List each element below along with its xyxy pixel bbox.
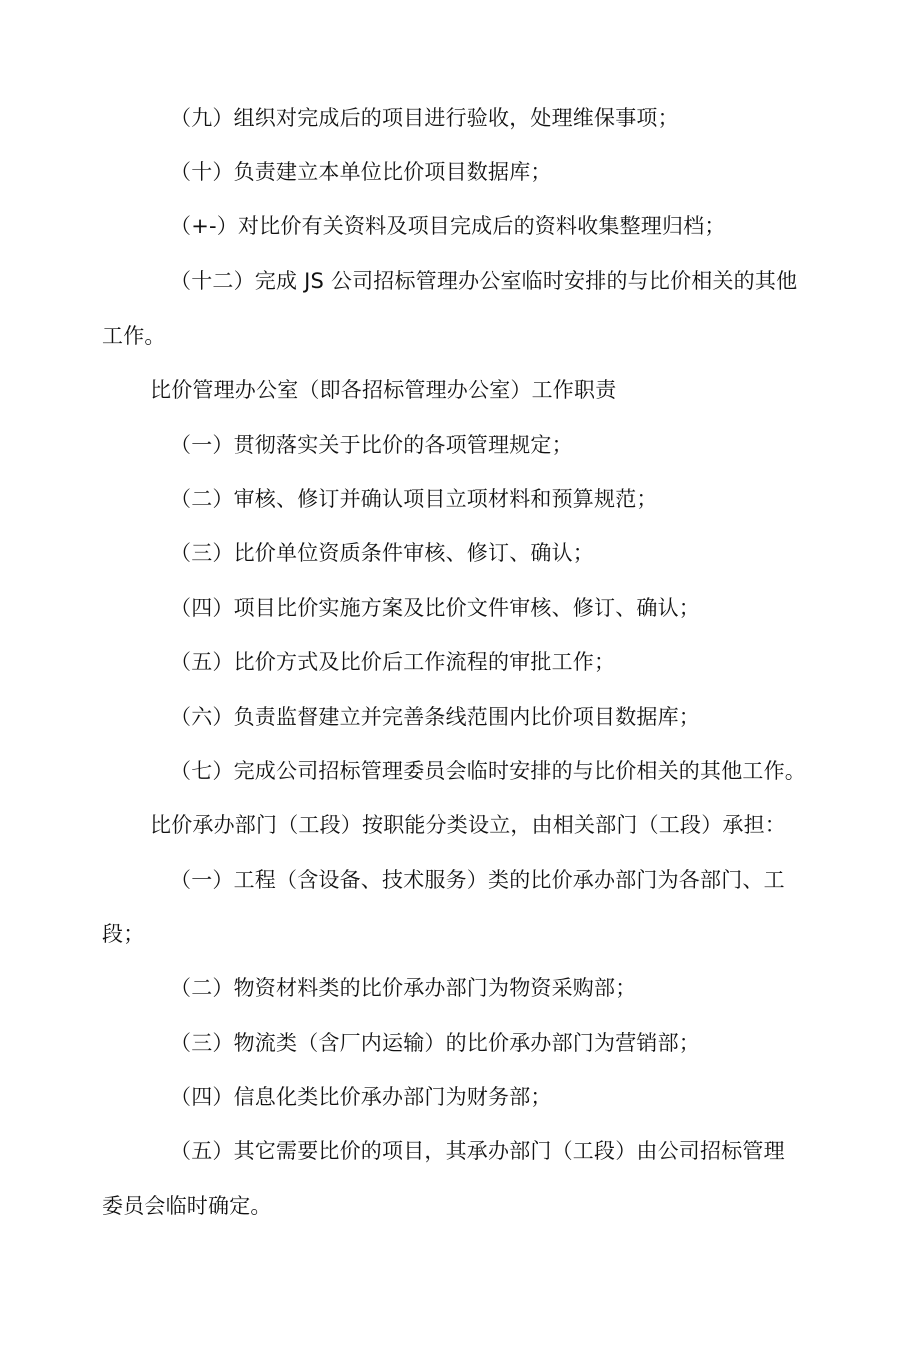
paragraph-line: （+-）对比价有关资料及项目完成后的资料收集整理归档； xyxy=(170,214,726,238)
section-heading: 比价承办部门（工段）按职能分类设立，由相关部门（工段）承担： xyxy=(150,813,786,837)
paragraph-line: （九）组织对完成后的项目进行验收，处理维保事项； xyxy=(170,106,679,130)
paragraph-line: （三）比价单位资质条件审核、修订、确认； xyxy=(170,541,594,565)
paragraph-line: （二）审核、修订并确认项目立项材料和预算规范； xyxy=(170,487,658,511)
paragraph-line: （六）负责监督建立并完善条线范围内比价项目数据库； xyxy=(170,705,700,729)
paragraph-line: （五）比价方式及比价后工作流程的审批工作； xyxy=(170,650,616,674)
paragraph-line: 委员会临时确定。 xyxy=(102,1194,272,1218)
paragraph-line: （七）完成公司招标管理委员会临时安排的与比价相关的其他工作。 xyxy=(170,759,806,783)
paragraph-line: 工作。 xyxy=(102,324,166,348)
section-heading: 比价管理办公室（即各招标管理办公室）工作职责 xyxy=(150,378,617,402)
paragraph-line: （一）工程（含设备、技术服务）类的比价承办部门为各部门、工 xyxy=(170,868,785,892)
paragraph-line: （一）贯彻落实关于比价的各项管理规定； xyxy=(170,433,573,457)
paragraph-line: （十二）完成 JS 公司招标管理办公室临时安排的与比价相关的其他 xyxy=(170,269,798,293)
paragraph-line: （十）负责建立本单位比价项目数据库； xyxy=(170,160,552,184)
paragraph-line: （四）项目比价实施方案及比价文件审核、修订、确认； xyxy=(170,596,700,620)
paragraph-line: （三）物流类（含厂内运输）的比价承办部门为营销部； xyxy=(170,1031,700,1055)
paragraph-line: （四）信息化类比价承办部门为财务部； xyxy=(170,1085,552,1109)
paragraph-line: 段； xyxy=(102,922,145,946)
paragraph-line: （五）其它需要比价的项目，其承办部门（工段）由公司招标管理 xyxy=(170,1139,785,1163)
paragraph-line: （二）物资材料类的比价承办部门为物资采购部； xyxy=(170,976,637,1000)
